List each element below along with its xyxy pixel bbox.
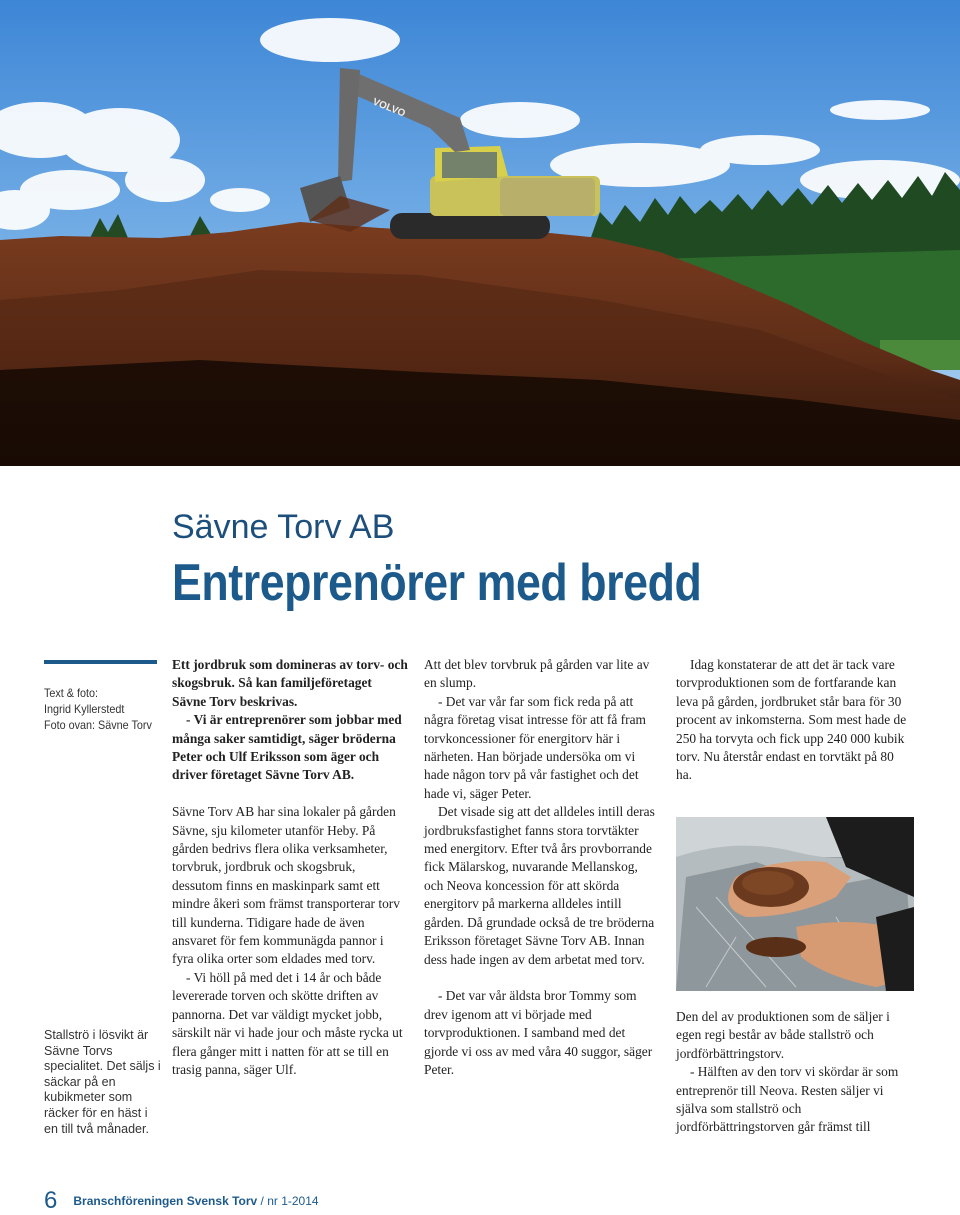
- lead-quote-paragraph: - Vi är entreprenörer som jobbar med många saker samtidigt, säger bröderna Peter och Ulf Eriksson som äger och driver företaget Sävne Torv AB.: [172, 712, 402, 783]
- hero-photo-illustration: [0, 0, 960, 466]
- body-paragraph: Sävne Torv AB har sina lokaler på gården Sävne, sju kilometer utanför Heby. På gården bedrivs flera olika verksamheter, torvbruk, jordbruk och skogsbruk, dessutom finns en maskinpark samt ett mindre åkeri som främst transporterar torv till kunderna. Tidigare hade de även ansvaret för fem kommunägda pannor i fyra olika orter som eldades med torv.: [172, 804, 400, 967]
- byline-line3: Foto ovan: Sävne Torv: [44, 718, 152, 732]
- page-footer: [44, 1187, 319, 1215]
- byline: [44, 685, 152, 733]
- article-kicker: Sävne Torv AB: [172, 508, 395, 546]
- excavator-brand-label: VOLVO: [370, 96, 407, 120]
- lead-paragraph: Ett jordbruk som domineras av torv- och skogsbruk. Så kan familjeföretaget Sävne Torv beskrivas.: [172, 657, 408, 709]
- body-column-2: [424, 656, 660, 1079]
- issue-number: / nr 1-2014: [257, 1194, 319, 1208]
- body-paragraph: - Hälften av den torv vi skördar är som entreprenör till Neova. Resten säljer vi själva som stallströ och jordförbättringstorven går främst till: [676, 1064, 899, 1135]
- body-paragraph: Att det blev torvbruk på gården var lite av en slump.: [424, 657, 650, 691]
- page-number: 6: [44, 1187, 58, 1214]
- body-column-3-continued: [676, 1008, 912, 1137]
- byline-line1: Text & foto:: [44, 686, 99, 700]
- side-caption: Stallströ i lösvikt är Sävne Torvs specialitet. Det säljs i säckar på en kubikmeter som räcker för en häst i en till två månader.: [44, 1028, 161, 1136]
- article-headline: Entreprenörer med bredd: [172, 554, 702, 612]
- body-paragraph: - Det var vår far som fick reda på att några företag visat intresse för att få fram torvkoncessioner för energitorv här i närheten. Han började undersöka om vi hade någon torv på vår fastighet och det hade vi, säger Peter.: [424, 693, 646, 801]
- body-paragraph: - Det var vår äldsta bror Tommy som drev igenom att vi började med torvproduktionen. I samband med det gjorde vi oss av med våra 40 suggor, säger Peter.: [424, 988, 653, 1077]
- publication-name: Branschföreningen Svensk Torv: [73, 1194, 258, 1208]
- peat-hands-illustration: [676, 817, 914, 991]
- body-column-1: [172, 656, 408, 1079]
- body-paragraph: Det visade sig att det alldeles intill deras jordbruksfastighet fanns stora torvtäkter med energitorv. Efter två års provborrande fick Mälarskog, nuvarande Mellanskog, och Neova koncession för att skörda energitorv på markerna alldeles intill gården. Då grundade också de tre bröderna Eriksson företaget Sävne Torv AB. Innan dess hade ingen av dem arbetat med torv.: [424, 804, 655, 967]
- body-column-3: [676, 656, 912, 785]
- body-paragraph: Den del av produktionen som de säljer i egen regi består av både stallströ och jordförbättringstorv.: [676, 1009, 890, 1061]
- body-paragraph: Idag konstaterar de att det är tack vare torvproduktionen som de fortfarande kan leva på gården, jordbruket står bara för 30 procent av inkomsterna. Som mest hade de 250 ha torvyta och fick upp 240 000 kubik torv. Nu återstår endast en torvtäkt på 80 ha.: [676, 657, 907, 783]
- peat-hands-photo: [676, 817, 914, 991]
- body-paragraph: - Vi höll på med det i 14 år och både levererade torven och skötte driften av pannorna. Det var väldigt mycket jobb, särskilt när vi hade jour och måste rycka ut flera gånger mitt i natten för att se till en trasig panna, säger Ulf.: [172, 969, 403, 1077]
- accent-rule: [44, 660, 157, 664]
- hero-photo: [0, 0, 960, 466]
- byline-line2: Ingrid Kyllerstedt: [44, 702, 125, 716]
